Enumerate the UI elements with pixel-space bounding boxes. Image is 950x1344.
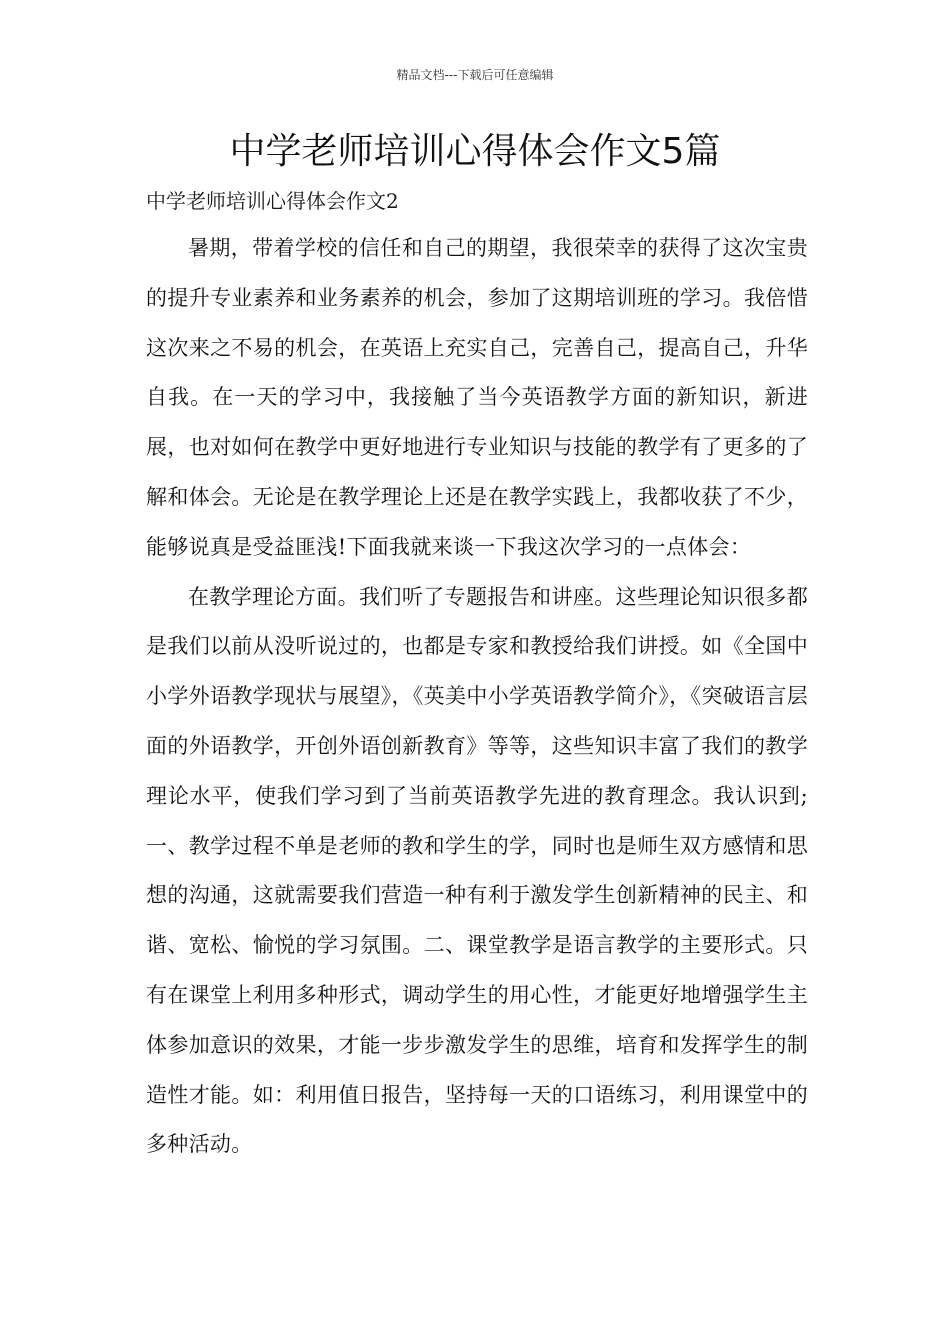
paragraph: 暑期，带着学校的信任和自己的期望，我很荣幸的获得了这次宝贵的提升专业素养和业务素养的机会，参加了这期培训班的学习。我倍惜这次来之不易的机会，在英语上充实自己，完善自己，提高自己，升华自我。在一天的学习中，我接触了当今英语教学方面的新知识，新进展，也对如何在教学中更好地进行专业知识与技能的教学有了更多的了解和体会。无论是在教学理论上还是在教学实践上，我都收获了不少，能够说真是受益匪浅!下面我就来谈一下我这次学习的一点体会： xyxy=(146,236,808,559)
document-title: 中学老师培训心得体会作文5篇 xyxy=(229,131,721,172)
document-body xyxy=(146,224,808,1170)
paragraph: 在教学理论方面。我们听了专题报告和讲座。这些理论知识很多都是我们以前从没听说过的，也都是专家和教授给我们讲授。如《全国中小学外语教学现状与展望》，《英美中小学英语教学简介》，《突破语言层面的外语教学，开创外语创新教育》等等，这些知识丰富了我们的教学理论水平，使我们学习到了当前英语教学先进的教育理念。我认识到;一、教学过程不单是老师的教和学生的学，同时也是师生双方感情和思想的沟通，这就需要我们营造一种有利于激发学生创新精神的民主、和谐、宽松、愉悦的学习氛围。二、课堂教学是语言教学的主要形式。只有在课堂上利用多种形式，调动学生的用心性，才能更好地增强学生主体参加意识的效果，才能一步步激发学生的思维，培育和发挥学生的制造性才能。如：利用值日报告，坚持每一天的口语练习，利用课堂中的多种活动。 xyxy=(146,584,808,1157)
document-subtitle: 中学老师培训心得体会作文2 xyxy=(146,189,399,213)
header-note: 精品文档---下载后可任意编辑 xyxy=(396,68,554,82)
